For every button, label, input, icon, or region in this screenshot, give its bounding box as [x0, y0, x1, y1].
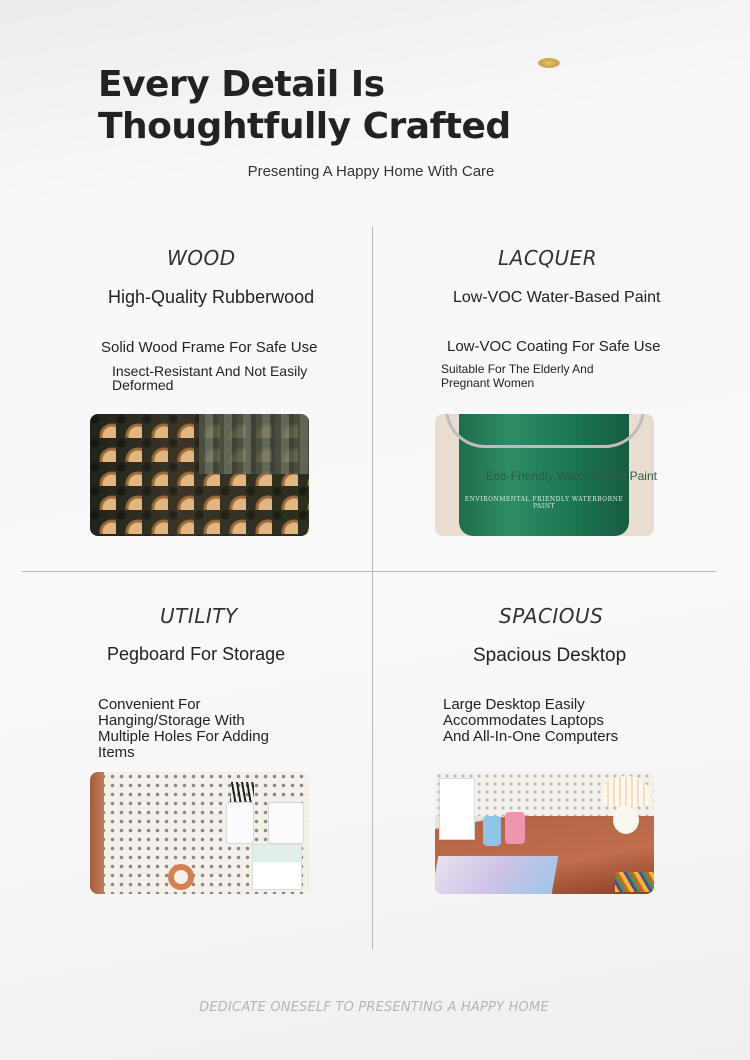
feature-line-secondary: Suitable For The Elderly And Pregnant Women	[441, 362, 594, 390]
feature-heading: Low-VOC Water-Based Paint	[453, 289, 661, 306]
horizontal-divider	[22, 571, 716, 572]
feature-line-secondary: Insect-Resistant And Not Easily Deformed	[112, 363, 308, 393]
lamp-base	[613, 806, 639, 834]
pegboard-frame	[90, 772, 104, 894]
feature-category: WOOD	[167, 246, 236, 270]
footer-tagline: DEDICATE ONESELF TO PRESENTING A HAPPY HOME	[199, 1000, 549, 1015]
lamp-shade	[603, 776, 649, 806]
feature-category: UTILITY	[160, 604, 238, 628]
page-title: Every Detail Is Thoughtfully Crafted	[98, 64, 511, 147]
markers	[615, 872, 654, 892]
feature-heading: High-Quality Rubberwood	[108, 287, 315, 307]
pegboard-card	[252, 844, 302, 890]
feature-category: LACQUER	[498, 246, 598, 270]
pegboard-cup	[268, 802, 304, 844]
pegboard-cup	[226, 802, 254, 844]
tape-roll	[168, 864, 194, 890]
page-subtitle: Presenting A Happy Home With Care	[247, 163, 495, 180]
forest-background	[199, 414, 309, 474]
feature-heading: Pegboard For Storage	[107, 644, 286, 664]
feature-line: Convenient For Hanging/Storage With Multiple Holes For Adding Items	[98, 696, 269, 761]
wood-logs-image	[90, 414, 309, 536]
feature-line: Solid Wood Frame For Safe Use	[101, 339, 318, 356]
drawing-mat	[435, 856, 558, 894]
feature-category: SPACIOUS	[499, 604, 604, 628]
paint-can-handle	[445, 414, 645, 448]
vertical-divider	[372, 227, 373, 949]
feature-heading: Spacious Desktop	[473, 645, 627, 666]
desktop-image	[435, 772, 654, 894]
desk-calendar	[439, 778, 475, 840]
feature-line: Low-VOC Coating For Safe Use	[447, 338, 661, 355]
paint-overlay-text: Eco-Friendly Water-Based Paint	[486, 469, 657, 483]
pencil-sharpener	[483, 816, 501, 846]
pencil-sharpener	[505, 812, 525, 844]
paint-can-label: ENVIRONMENTAL FRIENDLY WATERBORNE PAINT	[464, 496, 624, 510]
pegboard-image	[90, 772, 309, 894]
feature-line: Large Desktop Easily Accommodates Laptops And All-In-One Computers	[443, 696, 619, 745]
